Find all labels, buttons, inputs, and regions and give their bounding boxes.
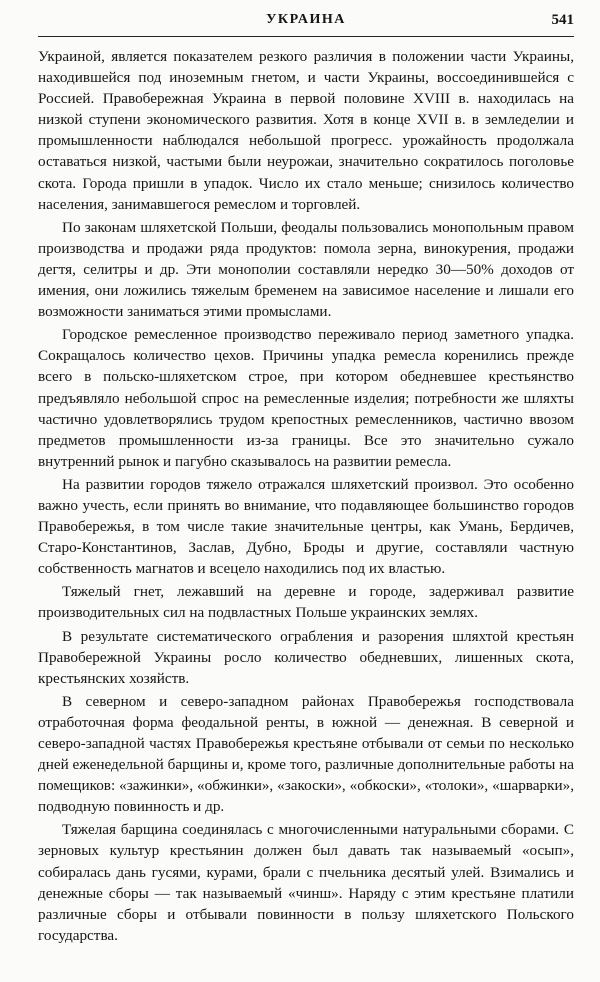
paragraph: Городское ремесленное производство переживало период заметного упадка. Сокращалось количество цехов. Причины упадка ремесла коренились прежде всего в польско-шляхетском строе, при котором обедневшее крестьянство предъявляло небольшой спрос на ремесленные изделия; потребности же шляхты частично удовлетворялись трудом крепостных ремесленников, частично ввозом предметов промышленности из-за границы. Все это значительно сужало внутренний рынок и пагубно сказывалось на развитии ремесла. [38, 326, 574, 470]
header-rule [38, 36, 574, 37]
running-title: УКРАИНА [266, 12, 346, 27]
page-number: 541 [551, 12, 574, 28]
running-header [38, 12, 574, 34]
paragraph-continued: Украиной, является показателем резкого различия в положении части Украины, находившейся под иноземным гнетом, и части Украины, воссоединившейся с Россией. Правобережная Украина в первой половине XVIII в. находилась на низкой ступени экономического развития. Хотя в конце XVII в. в земледелии и промышленности наблюдался небольшой прогресс. урожайность продолжала оставаться низкой, частыми были неурожаи, значительно сократилось поголовье скота. Города пришли в упадок. Число их стало меньше; снизилось количество населения, занимавшегося ремеслом и торговлей. [38, 48, 574, 213]
paragraph: Тяжелая барщина соединялась с многочисленными натуральными сборами. С зерновых культур крестьянин должен был давать так называемый «осып», собиралась дань гусями, курами, брали с пчельника десятый улей. Взимались и денежные сборы — так называемый «чинш». Наряду с этим крестьяне платили различные сборы и отбывали повинности в пользу шляхетского Польского государства. [38, 821, 574, 944]
paragraph: В северном и северо-западном районах Правобережья господствовала отработочная форма феодальной ренты, в южной — денежная. В северной и северо-западной частях Правобережья крестьяне отбывали от семьи по несколько дней еженедельной барщины и, кроме того, различные дополнительные работы на помещиков: «зажинки», «обжинки», «закоски», «обкоски», «толоки», «шарварки», подводную повинность и др. [38, 692, 574, 816]
paragraph: По законам шляхетской Польши, феодалы пользовались монопольным правом производства и продажи ряда продуктов: помола зерна, винокурения, продажи дегтя, селитры и др. Эти монополии составляли нередко 30—50% доходов от имения, они ложились тяжелым бременем на зависимое население и лишали его возможности заниматься этими промыслами. [38, 218, 574, 321]
paragraph: В результате систематического ограбления и разорения шляхтой крестьян Правобережной Украины росло количество обедневших, лишенных скота, крестьянских хозяйств. [38, 627, 574, 687]
paragraph: На развитии городов тяжело отражался шляхетский произвол. Это особенно важно учесть, если принять во внимание, что подавляющее большинство городов Правобережья, в том числе такие значительные центры, как Умань, Бердичев, Старо-Константинов, Заслав, Дубно, Броды и другие, составляли частную собственность магнатов и всецело находились под их властью. [38, 475, 574, 578]
paragraph: Тяжелый гнет, лежавший на деревне и городе, задерживал развитие производительных сил на подвластных Польше украинских землях. [38, 583, 574, 622]
body-text [38, 46, 574, 948]
